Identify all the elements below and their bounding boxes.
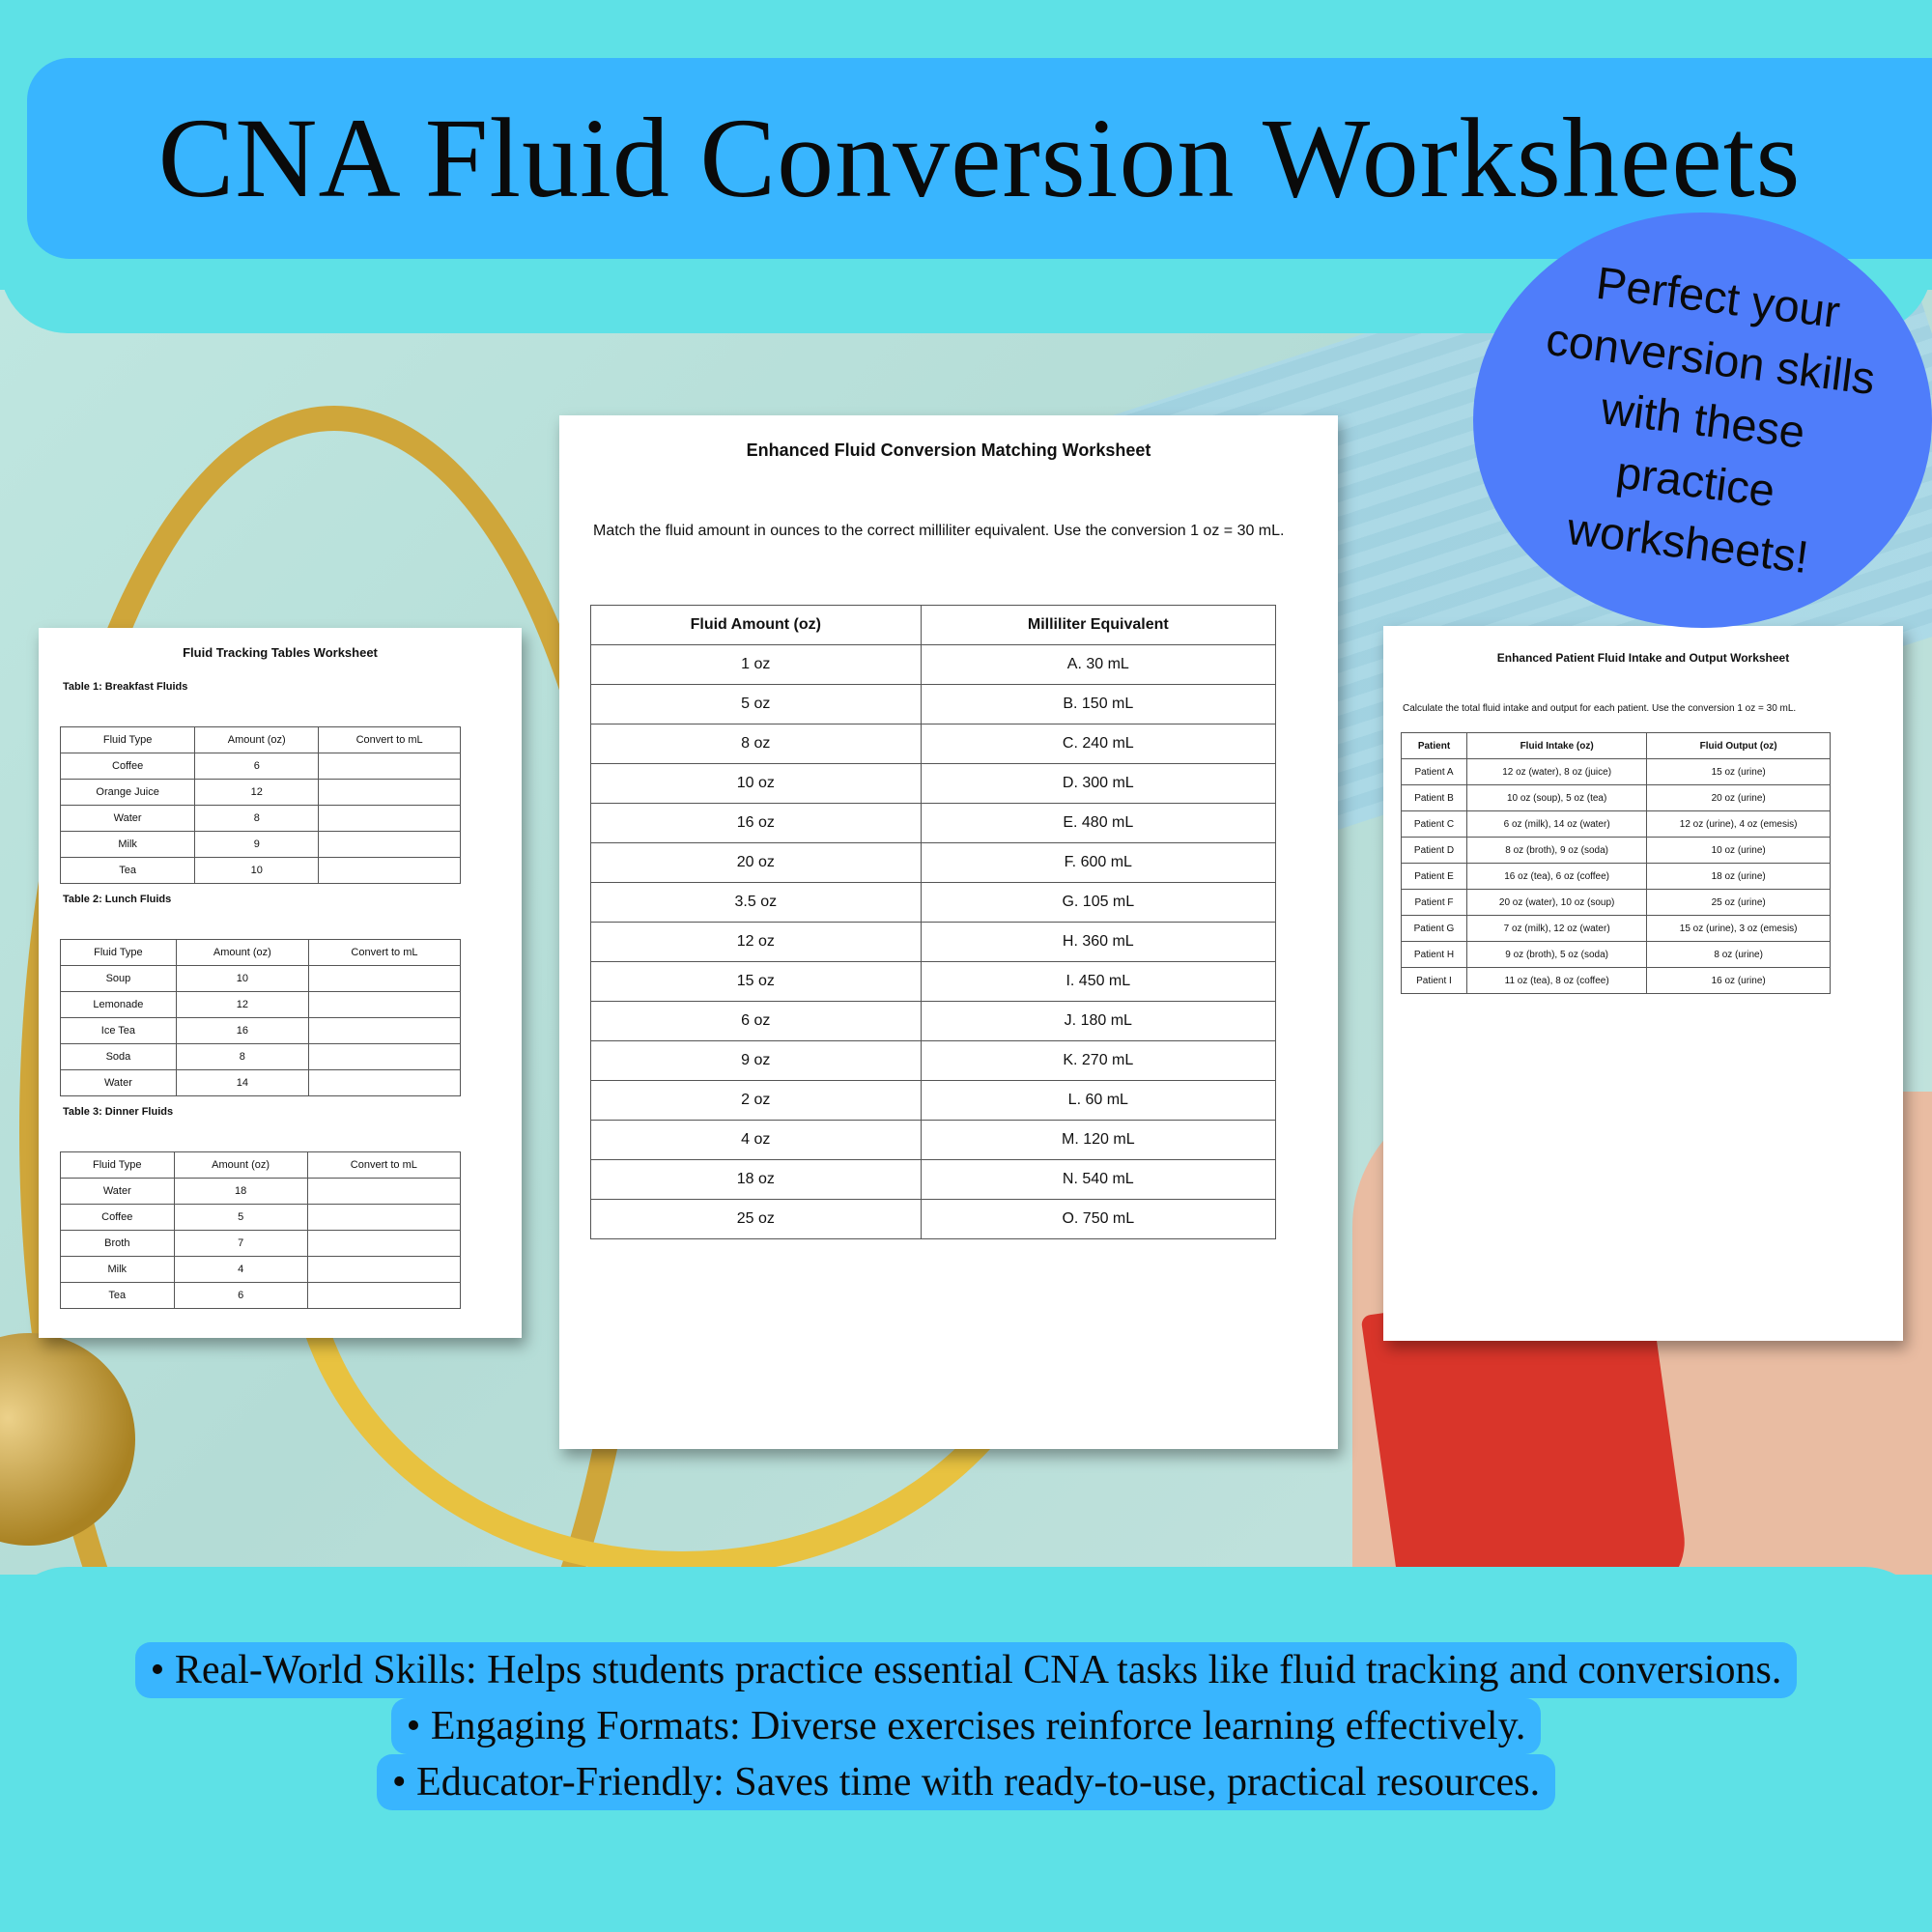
header-cell: Fluid Type [61, 727, 195, 753]
fluid-type: Water [61, 1070, 177, 1096]
amount: 4 [174, 1257, 307, 1283]
page-title: CNA Fluid Conversion Worksheets [157, 95, 1802, 221]
header-cell: Fluid Type [61, 1152, 175, 1179]
worksheet-title: Enhanced Patient Fluid Intake and Output Worksheet [1496, 651, 1790, 665]
table-header-row [61, 727, 461, 753]
patient-cell: Patient A [1402, 759, 1467, 785]
fluid-type: Orange Juice [61, 780, 195, 806]
lunch-table [60, 939, 461, 1096]
oz-cell: 25 oz [591, 1200, 922, 1239]
header-cell: Amount (oz) [174, 1152, 307, 1179]
ml-cell: F. 600 mL [921, 843, 1275, 883]
output-cell: 25 oz (urine) [1647, 890, 1831, 916]
ml-cell: H. 360 mL [921, 923, 1275, 962]
table-header-row [1402, 733, 1831, 759]
oz-cell: 10 oz [591, 764, 922, 804]
matching-table [590, 605, 1276, 1239]
table-1-label: Table 1: Breakfast Fluids [63, 681, 188, 693]
table-row [61, 753, 461, 780]
fluid-type: Broth [61, 1231, 175, 1257]
intake-cell: 9 oz (broth), 5 oz (soda) [1466, 942, 1646, 968]
amount: 8 [195, 806, 319, 832]
table-row [1402, 890, 1831, 916]
intake-cell: 10 oz (soup), 5 oz (tea) [1466, 785, 1646, 811]
header-cell: Patient [1402, 733, 1467, 759]
fluid-type: Tea [61, 858, 195, 884]
table-row [61, 858, 461, 884]
table-row [61, 1231, 461, 1257]
oz-cell: 8 oz [591, 724, 922, 764]
oz-cell: 5 oz [591, 685, 922, 724]
output-cell: 15 oz (urine) [1647, 759, 1831, 785]
table-row [1402, 759, 1831, 785]
answer-cell[interactable] [308, 1044, 460, 1070]
table-row [591, 1121, 1276, 1160]
amount: 6 [195, 753, 319, 780]
header-cell: Fluid Output (oz) [1647, 733, 1831, 759]
oz-cell: 6 oz [591, 1002, 922, 1041]
table-row [61, 780, 461, 806]
amount: 6 [174, 1283, 307, 1309]
table-row [591, 764, 1276, 804]
table-row [61, 966, 461, 992]
table-row [591, 1160, 1276, 1200]
answer-cell[interactable] [308, 1070, 460, 1096]
dinner-table [60, 1151, 461, 1309]
patient-cell: Patient I [1402, 968, 1467, 994]
ml-cell: O. 750 mL [921, 1200, 1275, 1239]
header-cell: Fluid Intake (oz) [1466, 733, 1646, 759]
intake-output-table [1401, 732, 1831, 994]
table-row [591, 645, 1276, 685]
answer-cell[interactable] [308, 992, 460, 1018]
patient-cell: Patient G [1402, 916, 1467, 942]
table-row [61, 1070, 461, 1096]
amount: 10 [195, 858, 319, 884]
fluid-type: Tea [61, 1283, 175, 1309]
feature-bullet-1: • Real-World Skills: Helps students practice essential CNA tasks like fluid tracking and conversions. [135, 1642, 1798, 1698]
oz-cell: 3.5 oz [591, 883, 922, 923]
fluid-type: Ice Tea [61, 1018, 177, 1044]
ml-cell: E. 480 mL [921, 804, 1275, 843]
worksheet-title: Enhanced Fluid Conversion Matching Worksheet [746, 440, 1151, 460]
answer-cell[interactable] [307, 1257, 460, 1283]
table-header-row [61, 940, 461, 966]
answer-cell[interactable] [319, 780, 461, 806]
header-cell: Convert to mL [308, 940, 460, 966]
intake-cell: 11 oz (tea), 8 oz (coffee) [1466, 968, 1646, 994]
amount: 8 [176, 1044, 308, 1070]
table-3-label: Table 3: Dinner Fluids [63, 1106, 174, 1118]
intake-cell: 16 oz (tea), 6 oz (coffee) [1466, 864, 1646, 890]
feature-bullet-3: • Educator-Friendly: Saves time with ready-to-use, practical resources. [377, 1754, 1555, 1810]
promo-badge [1473, 213, 1932, 628]
header-cell: Fluid Type [61, 940, 177, 966]
table-row [1402, 942, 1831, 968]
oz-cell: 9 oz [591, 1041, 922, 1081]
table-row [61, 992, 461, 1018]
table-row [61, 1044, 461, 1070]
ml-cell: B. 150 mL [921, 685, 1275, 724]
output-cell: 10 oz (urine) [1647, 838, 1831, 864]
amount: 7 [174, 1231, 307, 1257]
header-cell: Amount (oz) [176, 940, 308, 966]
patient-cell: Patient C [1402, 811, 1467, 838]
table-row [591, 962, 1276, 1002]
worksheet-instructions: Calculate the total fluid intake and output for each patient. Use the conversion 1 oz = 30 mL. [1403, 703, 1797, 714]
feature-list [0, 1642, 1932, 1810]
ml-cell: M. 120 mL [921, 1121, 1275, 1160]
patient-cell: Patient F [1402, 890, 1467, 916]
table-row [61, 1205, 461, 1231]
output-cell: 20 oz (urine) [1647, 785, 1831, 811]
answer-cell[interactable] [319, 806, 461, 832]
fluid-type: Soup [61, 966, 177, 992]
table-row [591, 843, 1276, 883]
output-cell: 15 oz (urine), 3 oz (emesis) [1647, 916, 1831, 942]
breakfast-table [60, 726, 461, 884]
worksheet-intake-output [1383, 626, 1903, 1341]
worksheet-title: Fluid Tracking Tables Worksheet [183, 645, 378, 660]
oz-cell: 4 oz [591, 1121, 922, 1160]
amount: 12 [195, 780, 319, 806]
answer-cell[interactable] [307, 1179, 460, 1205]
answer-cell[interactable] [308, 1018, 460, 1044]
fluid-type: Water [61, 1179, 175, 1205]
header-cell: Convert to mL [319, 727, 461, 753]
output-cell: 8 oz (urine) [1647, 942, 1831, 968]
fluid-type: Soda [61, 1044, 177, 1070]
table-row [61, 1018, 461, 1044]
intake-cell: 6 oz (milk), 14 oz (water) [1466, 811, 1646, 838]
oz-cell: 2 oz [591, 1081, 922, 1121]
ml-cell: I. 450 mL [921, 962, 1275, 1002]
answer-cell[interactable] [319, 832, 461, 858]
ml-cell: L. 60 mL [921, 1081, 1275, 1121]
fluid-type: Milk [61, 832, 195, 858]
fluid-type: Coffee [61, 1205, 175, 1231]
oz-cell: 20 oz [591, 843, 922, 883]
promo-badge-text: Perfect your conversion skills with these practice worksheets! [1543, 256, 1878, 583]
table-row [591, 1200, 1276, 1239]
table-row [591, 1081, 1276, 1121]
header-cell: Convert to mL [307, 1152, 460, 1179]
feature-bullet-2: • Engaging Formats: Diverse exercises reinforce learning effectively. [391, 1698, 1542, 1754]
intake-cell: 7 oz (milk), 12 oz (water) [1466, 916, 1646, 942]
amount: 12 [176, 992, 308, 1018]
oz-cell: 18 oz [591, 1160, 922, 1200]
intake-cell: 12 oz (water), 8 oz (juice) [1466, 759, 1646, 785]
oz-cell: 15 oz [591, 962, 922, 1002]
table-row [1402, 968, 1831, 994]
answer-cell[interactable] [307, 1283, 460, 1309]
table-row [591, 685, 1276, 724]
patient-cell: Patient E [1402, 864, 1467, 890]
ml-cell: D. 300 mL [921, 764, 1275, 804]
fluid-type: Lemonade [61, 992, 177, 1018]
header-cell: Fluid Amount (oz) [591, 606, 922, 645]
ml-cell: G. 105 mL [921, 883, 1275, 923]
oz-cell: 12 oz [591, 923, 922, 962]
table-row [61, 806, 461, 832]
table-row [591, 724, 1276, 764]
ml-cell: A. 30 mL [921, 645, 1275, 685]
output-cell: 18 oz (urine) [1647, 864, 1831, 890]
fluid-type: Coffee [61, 753, 195, 780]
table-row [1402, 838, 1831, 864]
patient-cell: Patient B [1402, 785, 1467, 811]
worksheet-fluid-tracking [39, 628, 522, 1338]
ml-cell: C. 240 mL [921, 724, 1275, 764]
table-row [1402, 864, 1831, 890]
table-row [61, 1257, 461, 1283]
table-row [61, 832, 461, 858]
table-row [591, 1002, 1276, 1041]
ml-cell: N. 540 mL [921, 1160, 1275, 1200]
answer-cell[interactable] [307, 1231, 460, 1257]
amount: 9 [195, 832, 319, 858]
table-header-row [61, 1152, 461, 1179]
output-cell: 12 oz (urine), 4 oz (emesis) [1647, 811, 1831, 838]
amount: 10 [176, 966, 308, 992]
table-row [1402, 811, 1831, 838]
table-2-label: Table 2: Lunch Fluids [63, 894, 172, 905]
fluid-type: Water [61, 806, 195, 832]
table-row [591, 923, 1276, 962]
worksheet-matching [559, 415, 1338, 1449]
header-cell: Milliliter Equivalent [921, 606, 1275, 645]
patient-cell: Patient H [1402, 942, 1467, 968]
table-row [1402, 785, 1831, 811]
answer-cell[interactable] [319, 858, 461, 884]
amount: 18 [174, 1179, 307, 1205]
oz-cell: 16 oz [591, 804, 922, 843]
amount: 5 [174, 1205, 307, 1231]
oz-cell: 1 oz [591, 645, 922, 685]
answer-cell[interactable] [319, 753, 461, 780]
worksheet-instructions: Match the fluid amount in ounces to the correct milliliter equivalent. Use the conversion 1 oz = 30 mL. [593, 523, 1285, 539]
table-row [1402, 916, 1831, 942]
table-row [591, 1041, 1276, 1081]
ml-cell: J. 180 mL [921, 1002, 1275, 1041]
intake-cell: 8 oz (broth), 9 oz (soda) [1466, 838, 1646, 864]
fluid-type: Milk [61, 1257, 175, 1283]
table-row [61, 1283, 461, 1309]
patient-cell: Patient D [1402, 838, 1467, 864]
amount: 14 [176, 1070, 308, 1096]
header-cell: Amount (oz) [195, 727, 319, 753]
ml-cell: K. 270 mL [921, 1041, 1275, 1081]
table-row [61, 1179, 461, 1205]
answer-cell[interactable] [308, 966, 460, 992]
table-header-row [591, 606, 1276, 645]
output-cell: 16 oz (urine) [1647, 968, 1831, 994]
answer-cell[interactable] [307, 1205, 460, 1231]
amount: 16 [176, 1018, 308, 1044]
table-row [591, 804, 1276, 843]
table-row [591, 883, 1276, 923]
intake-cell: 20 oz (water), 10 oz (soup) [1466, 890, 1646, 916]
